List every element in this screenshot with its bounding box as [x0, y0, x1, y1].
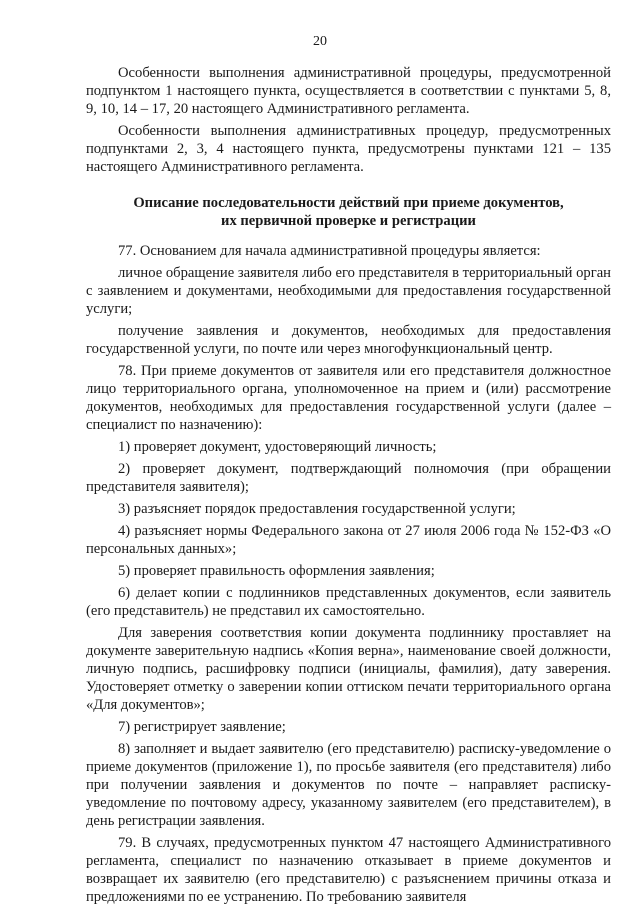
section-heading-line: их первичной проверке и регистрации — [221, 213, 476, 229]
list-item: 6) делает копии с подлинников представленных документов, если заявитель (его представитель) не представил их самостоятельно. — [86, 585, 611, 619]
list-item: 1) проверяет документ, удостоверяющий личность; — [118, 439, 437, 455]
list-item: 7) регистрирует заявление; — [118, 719, 286, 735]
section-heading-line: Описание последовательности действий при приеме документов, — [133, 195, 564, 211]
paragraph: Особенности выполнения административных процедур, предусмотренных подпунктами 2, 3, 4 настоящего пункта, предусмотрены пунктами 121 – 135 настоящего Административного регламента. — [86, 123, 611, 175]
list-item: 4) разъясняет нормы Федерального закона от 27 июля 2006 года № 152-ФЗ «О персональных данных»; — [86, 523, 611, 557]
paragraph: 77. Основанием для начала административной процедуры является: — [118, 243, 541, 259]
paragraph: получение заявления и документов, необходимых для предоставления государственной услуги, по почте или через многофункциональный центр. — [86, 323, 611, 357]
paragraph: личное обращение заявителя либо его представителя в территориальный орган с заявлением и документами, необходимыми для предоставления государственной услуги; — [86, 265, 611, 317]
list-item: 8) заполняет и выдает заявителю (его представителю) расписку-уведомление о приеме документов (приложение 1), по просьбе заявителя (его представителя) либо при получении заявления и документов по почте – направляет расписку-уведомление по почтовому адресу, указанному заявителем (его представителем), в день регистрации заявления. — [86, 741, 611, 829]
document-body — [86, 64, 611, 906]
paragraph: Особенности выполнения административной процедуры, предусмотренной подпунктом 1 настоящего пункта, осуществляется в соответствии с пунктами 5, 8, 9, 10, 14 – 17, 20 настоящего Административного регламента. — [86, 65, 611, 117]
paragraph: 78. При приеме документов от заявителя или его представителя должностное лицо территориального органа, уполномоченное на прием и (или) рассмотрение документов, необходимых для предоставления государственной услуги (далее – специалист по назначению): — [86, 363, 611, 433]
page-number: 20 — [313, 34, 327, 49]
list-item: 2) проверяет документ, подтверждающий полномочия (при обращении представителя заявителя); — [86, 461, 611, 495]
paragraph: Для заверения соответствия копии документа подлиннику проставляет на документе заверительную надпись «Копия верна», наименование своей должности, личную подпись, расшифровку подписи (инициалы, фамилия), дату заверения. Удостоверяет отметку о заверении копии оттиском печати территориального органа «Для документов»; — [86, 625, 611, 713]
paragraph: 79. В случаях, предусмотренных пунктом 47 настоящего Административного регламента, специалист по назначению отказывает в приеме документов и возвращает их заявителю (его представителю) с разъяснением причины отказа и предложениями по ее устранению. По требованию заявителя — [86, 835, 611, 905]
section-heading — [86, 194, 611, 230]
list-item: 5) проверяет правильность оформления заявления; — [118, 563, 435, 579]
list-item: 3) разъясняет порядок предоставления государственной услуги; — [118, 501, 516, 517]
